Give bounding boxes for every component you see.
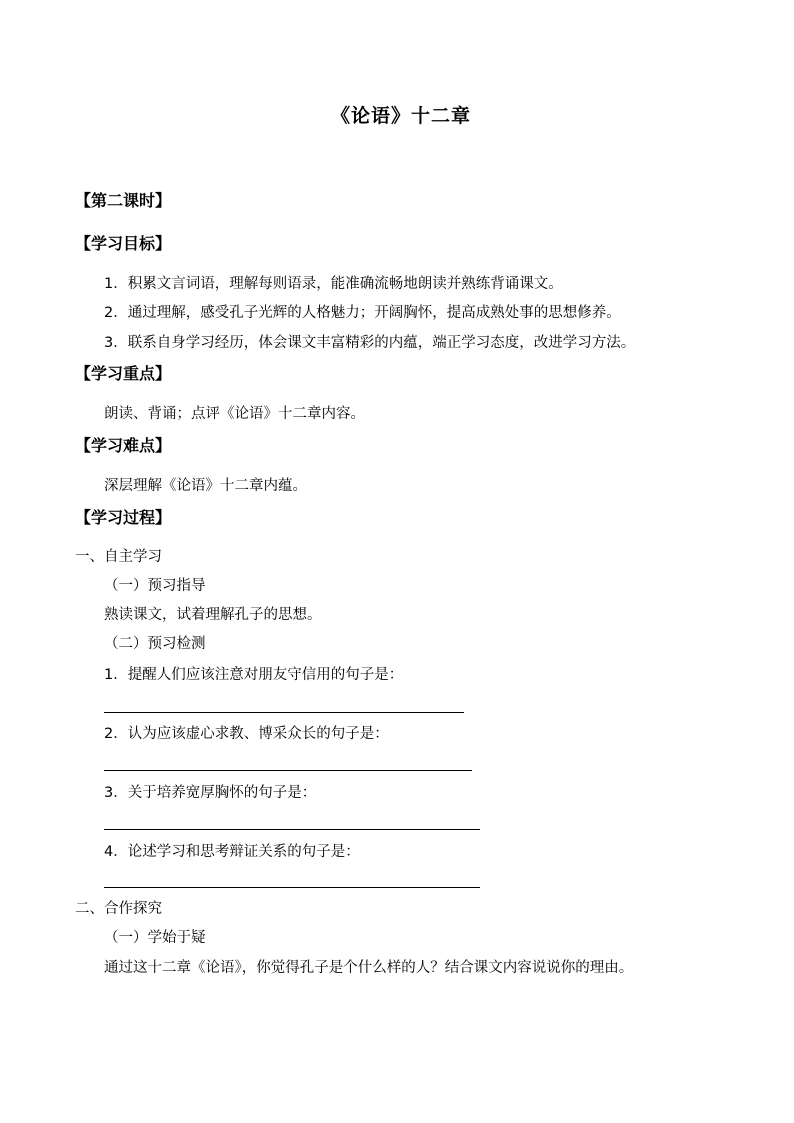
part2-sub1-title: （一）学始于疑	[104, 930, 206, 946]
part2-sub1-text: 通过这十二章《论语》，你觉得孔子是个什么样的人？结合课文内容说说你的理由。	[104, 960, 634, 976]
question-1: 1．提醒人们应该注意对朋友守信用的句子是：	[104, 667, 404, 683]
difficulties-heading: 【学习难点】	[75, 436, 172, 455]
question-3: 3．关于培养宽厚胸怀的句子是：	[104, 785, 317, 801]
lesson-label: 【第二课时】	[75, 191, 172, 210]
question-4: 4．论述学习和思考辩证关系的句子是：	[104, 844, 360, 860]
document-title: 《论语》十二章	[331, 105, 472, 127]
part2-title: 二、合作探究	[75, 901, 162, 917]
answer-line-3[interactable]	[104, 829, 480, 830]
answer-line-1[interactable]	[104, 712, 464, 713]
part1-sub1-text: 熟读课文，试着理解孔子的思想。	[104, 607, 322, 623]
answer-line-2[interactable]	[104, 770, 472, 771]
goals-heading: 【学习目标】	[75, 234, 172, 253]
part1-title: 一、自主学习	[75, 549, 162, 565]
part1-sub1-title: （一）预习指导	[104, 578, 206, 594]
key-points-heading: 【学习重点】	[75, 364, 172, 383]
answer-line-4[interactable]	[104, 887, 480, 888]
process-heading: 【学习过程】	[75, 508, 172, 527]
question-2: 2．认为应该虚心求教、博采众长的句子是：	[104, 726, 389, 742]
goal-item-3: 3．联系自身学习经历，体会课文丰富精彩的内蕴，端正学习态度，改进学习方法。	[104, 335, 636, 351]
key-points-text: 朗读、背诵；点评《论语》十二章内容。	[104, 406, 365, 422]
goal-item-1: 1．积累文言词语，理解每则语录，能准确流畅地朗读并熟练背诵课文。	[104, 276, 563, 292]
difficulties-text: 深层理解《论语》十二章内蕴。	[104, 478, 307, 494]
part1-sub2-title: （二）预习检测	[104, 636, 206, 652]
goal-item-2: 2．通过理解，感受孔子光辉的人格魅力；开阔胸怀，提高成熟处事的思想修养。	[104, 305, 621, 321]
